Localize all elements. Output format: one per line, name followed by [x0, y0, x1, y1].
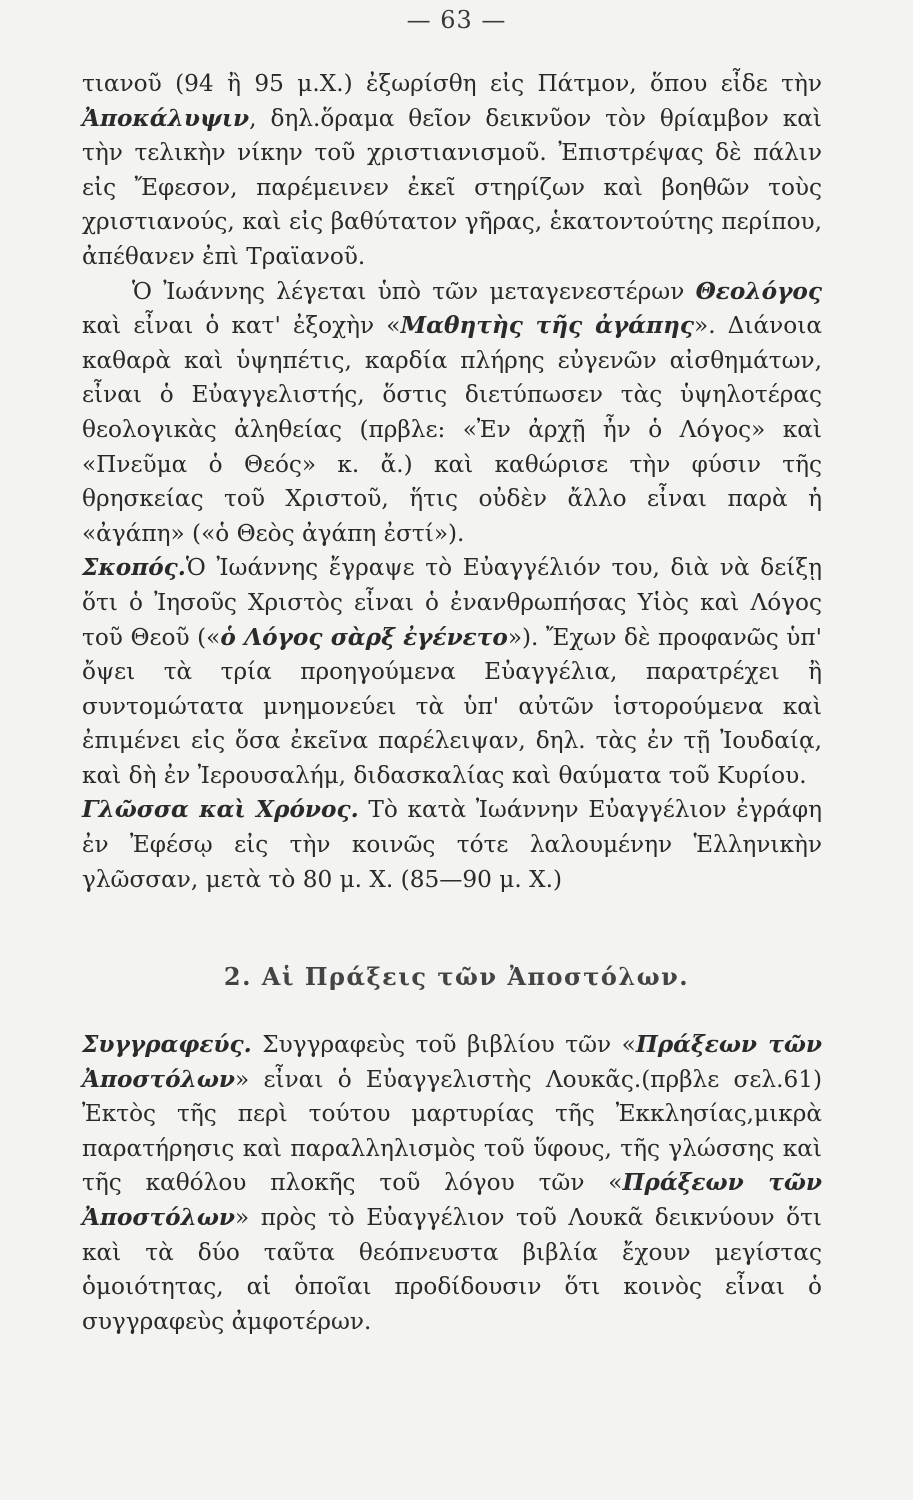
paragraph-text: »). Ἔχων δὲ προφανῶς ὑπ' ὄψει τὰ τρία προηγούμενα Εὐαγγέλια, παρατρέχει ἢ συντομώτατα μνημονεύει τὰ ὑπ' αὐτῶν ἱστορούμενα καὶ ἐπιμένει εἰς ὅσα ἐκεῖνα παρέλειψαν, δηλ. τὰς ἐν τῇ Ἰουδαίᾳ, καὶ δὴ ἐν Ἰερουσαλήμ, διδασκαλίας καὶ θαύματα τοῦ Κυρίου.	[82, 623, 822, 789]
italic-title: Πράξεων τῶν Ἀποστόλων	[82, 1031, 822, 1093]
paragraph-text: καὶ εἶναι ὁ κατ' ἐξοχὴν «	[82, 312, 401, 340]
paragraph-text: Τὸ κατὰ Ἰωάννην Εὐαγγέλιον ἐγράφη ἐν Ἐφέσῳ εἰς τὴν κοινῶς τότε λαλουμένην Ἑλληνικὴν γλῶσσαν, μετὰ τὸ 80 μ. Χ. (85—90 μ. Χ.)	[82, 796, 823, 893]
italic-title: Πράξεων τῶν Ἀποστόλων	[82, 1169, 822, 1231]
paragraph-glossa	[82, 793, 822, 897]
section-label: Γλῶσσα καὶ Χρόνος.	[82, 796, 359, 824]
italic-term: Μαθητὴς τῆς ἀγάπης	[400, 312, 695, 340]
paragraph-text: τιανοῦ (94 ἢ 95 μ.Χ.) ἐξωρίσθη εἰς Πάτμον, ὅπου εἶδε τὴν	[82, 70, 822, 97]
paragraph-text: Ὁ Ἰωάννης ἔγραψε τὸ Εὐαγγέλιόν του, διὰ νὰ δείξῃ ὅτι ὁ Ἰησοῦς Χριστὸς εἶναι ὁ ἐνανθρωπήσας Υἱὸς καὶ Λόγος τοῦ Θεοῦ («	[82, 554, 822, 651]
text-block-bottom	[82, 1028, 822, 1339]
section-label: Σκοπός.	[82, 554, 186, 582]
section-heading: 2. Αἱ Πράξεις τῶν Ἀποστόλων.	[223, 962, 690, 991]
paragraph-skopos	[82, 551, 822, 793]
paragraph-text: , δηλ.ὅραμα θεῖον δεικνῦον τὸν θρίαμβον καὶ τὴν τελικὴν νίκην τοῦ χριστιανισμοῦ. Ἐπιστρέψας δὲ πάλιν εἰς Ἔφεσον, παρέμεινεν ἐκεῖ στηρίζων καὶ βοηθῶν τοὺς χριστιανούς, καὶ εἰς βαθύτατον γῆρας, ἑκατοντούτης περίπου, ἀπέθανεν ἐπὶ Τραϊανοῦ.	[82, 104, 822, 270]
paragraph-text: Συγγραφεὺς τοῦ βιβλίου τῶν «	[262, 1031, 636, 1058]
paragraph-text: » εἶναι ὁ Εὐαγγελιστὴς Λουκᾶς.(πρβλε σελ.61) Ἐκτὸς τῆς περὶ τούτου μαρτυρίας τῆς Ἐκκλησίας,μικρὰ παρατήρησις καὶ παραλληλισμὸς τοῦ ὕφους, τῆς γλώσσης καὶ τῆς καθόλου πλοκῆς τοῦ λόγου τῶν «	[82, 1065, 822, 1197]
paragraph-text: ». Διάνοια καθαρὰ καὶ ὑψηπέτις, καρδία πλήρης εὐγενῶν αἰσθημάτων, εἶναι ὁ Εὐαγγελιστής, ὅστις διετύπωσεν τὰς ὑψηλοτέρας θεολογικὰς ἀληθείας (πρβλε: «Ἐν ἀρχῇ ἦν ὁ Λόγος» καὶ «Πνεῦμα ὁ Θεός» κ. ἄ.) καὶ καθώρισε τὴν φύσιν τῆς θρησκείας τοῦ Χριστοῦ, ἥτις οὐδὲν ἄλλο εἶναι παρὰ ἡ «ἀγάπη» («ὁ Θεὸς ἀγάπη ἐστί»).	[82, 312, 822, 547]
italic-term: Ἀποκάλυψιν	[82, 104, 250, 132]
text-block-top	[82, 67, 822, 897]
page-number: — 63 —	[406, 6, 507, 34]
paragraph-text: Ὁ Ἰωάννης λέγεται ὑπὸ τῶν μεταγενεστέρων	[132, 277, 685, 305]
section-label: Συγγραφεύς.	[82, 1031, 252, 1058]
italic-quote: ὁ Λόγος σὰρξ ἐγένετο	[220, 623, 508, 651]
paragraph-theologos	[82, 275, 822, 552]
italic-term: Θεολόγος	[695, 277, 822, 305]
paragraph-text: » πρὸς τὸ Εὐαγγέλιον τοῦ Λουκᾶ δεικνύουν ὅτι καὶ τὰ δύο ταῦτα θεόπνευστα βιβλία ἔχουν μεγίστας ὁμοιότητας, αἱ ὁποῖαι προδίδουσιν ὅτι κοινὸς εἶναι ὁ συγγραφεὺς ἀμφοτέρων.	[82, 1203, 822, 1335]
paragraph-patmos	[82, 67, 822, 275]
paragraph-syngrapheus	[82, 1028, 822, 1339]
